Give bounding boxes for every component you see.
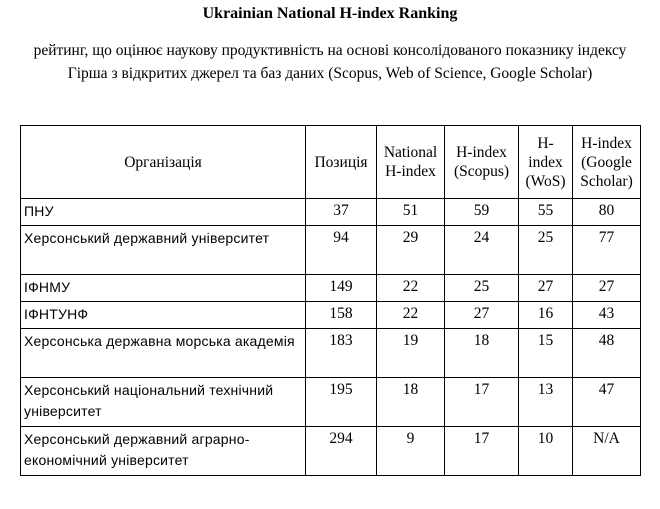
cell-google: 48 <box>573 329 641 378</box>
cell-organization: Херсонський національний технічний університет <box>21 378 306 427</box>
cell-scopus: 17 <box>445 427 519 476</box>
cell-position: 183 <box>306 329 377 378</box>
cell-scopus: 27 <box>445 302 519 329</box>
cell-scopus: 18 <box>445 329 519 378</box>
header-google-h-index: H-index (Google Scholar) <box>573 126 641 199</box>
cell-position: 158 <box>306 302 377 329</box>
cell-national: 51 <box>377 199 445 226</box>
cell-organization: ІФНМУ <box>21 275 306 302</box>
cell-scopus: 59 <box>445 199 519 226</box>
cell-national: 29 <box>377 226 445 275</box>
cell-organization: Херсонський державний університет <box>21 226 306 275</box>
cell-wos: 25 <box>519 226 573 275</box>
table-row <box>21 199 641 226</box>
cell-national: 22 <box>377 275 445 302</box>
cell-google: 27 <box>573 275 641 302</box>
cell-google: 77 <box>573 226 641 275</box>
cell-position: 94 <box>306 226 377 275</box>
cell-wos: 55 <box>519 199 573 226</box>
cell-national: 9 <box>377 427 445 476</box>
cell-national: 19 <box>377 329 445 378</box>
table-header-row <box>21 126 641 199</box>
page-subtitle: рейтинг, що оцінює наукову продуктивність на основі консолідованого показнику індексу Гірша з відкритих джерел та баз даних (Scopus, Web of Science, Google Scholar) <box>33 42 627 82</box>
cell-position: 149 <box>306 275 377 302</box>
ranking-table <box>20 125 641 476</box>
cell-scopus: 25 <box>445 275 519 302</box>
table-row <box>21 329 641 378</box>
cell-position: 37 <box>306 199 377 226</box>
cell-organization: Херсонська державна морська академія <box>21 329 306 378</box>
table-row <box>21 226 641 275</box>
cell-google: 47 <box>573 378 641 427</box>
cell-wos: 15 <box>519 329 573 378</box>
header-organization: Організація <box>21 126 306 199</box>
cell-wos: 16 <box>519 302 573 329</box>
header-national-h-index: National H-index <box>377 126 445 199</box>
table-row <box>21 427 641 476</box>
cell-wos: 13 <box>519 378 573 427</box>
cell-scopus: 24 <box>445 226 519 275</box>
header-scopus-h-index: H-index (Scopus) <box>445 126 519 199</box>
header-wos-h-index: H-index (WoS) <box>519 126 573 199</box>
cell-organization: ПНУ <box>21 199 306 226</box>
cell-google: N/A <box>573 427 641 476</box>
cell-national: 18 <box>377 378 445 427</box>
table-row <box>21 302 641 329</box>
cell-organization: ІФНТУНФ <box>21 302 306 329</box>
table-row <box>21 275 641 302</box>
cell-wos: 27 <box>519 275 573 302</box>
cell-scopus: 17 <box>445 378 519 427</box>
cell-google: 43 <box>573 302 641 329</box>
header-position: Позиція <box>306 126 377 199</box>
page-title: Ukrainian National H-index Ranking <box>202 5 458 22</box>
cell-wos: 10 <box>519 427 573 476</box>
table-row <box>21 378 641 427</box>
cell-organization: Херсонський державний аграрно-економічний університет <box>21 427 306 476</box>
cell-google: 80 <box>573 199 641 226</box>
cell-position: 195 <box>306 378 377 427</box>
cell-national: 22 <box>377 302 445 329</box>
cell-position: 294 <box>306 427 377 476</box>
